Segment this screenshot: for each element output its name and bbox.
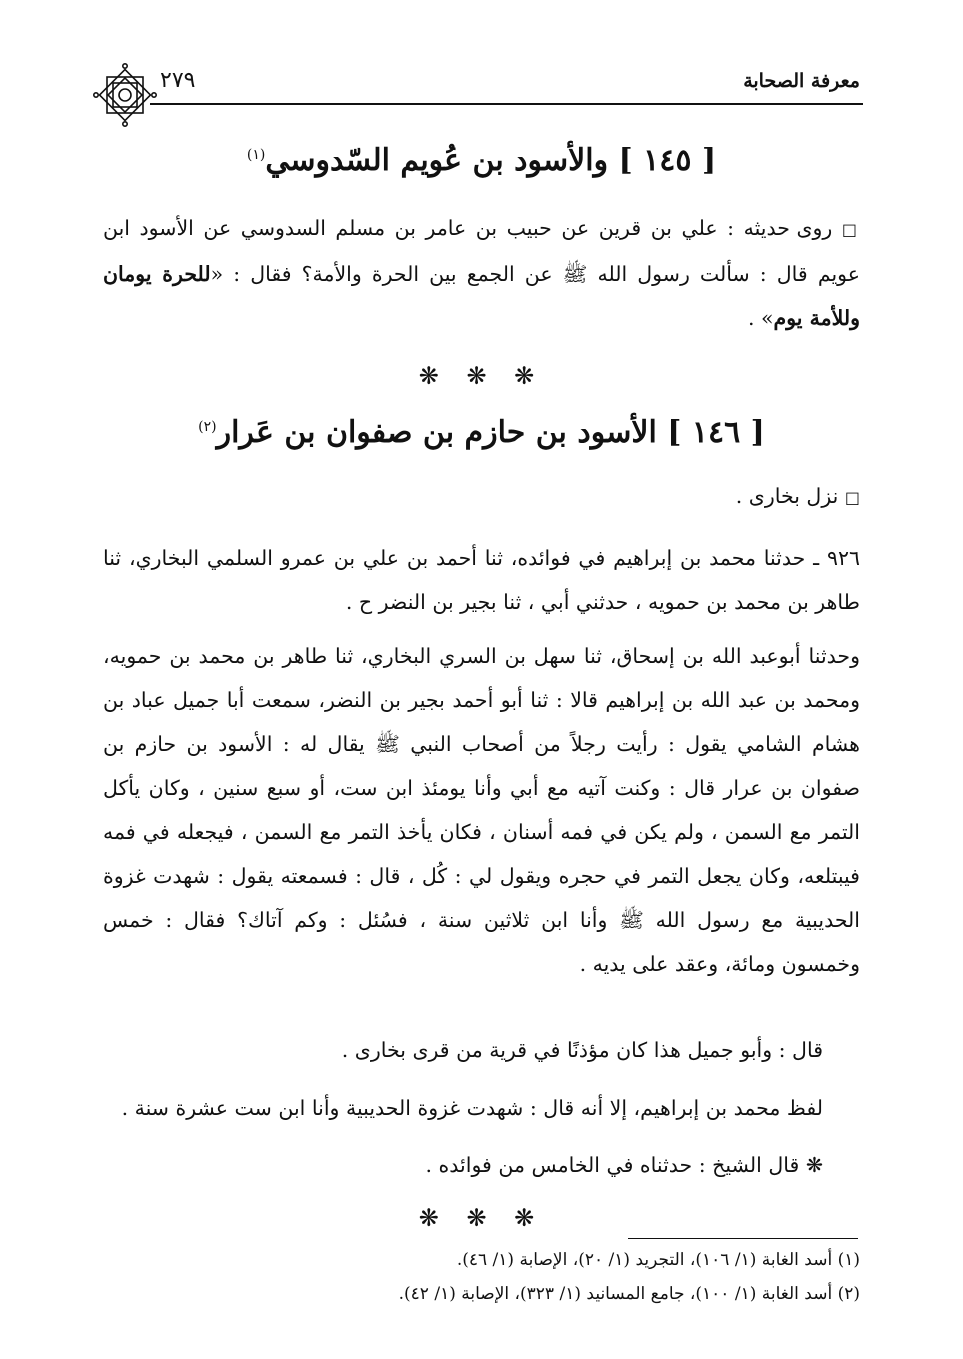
- footnote-2: (٢) أسد الغابة (١/ ١٠٠)، جامع المسانيد (١/ ٣٢٣)، الإصابة (١/ ٤٢).: [398, 1284, 860, 1304]
- paragraph-text: » .: [747, 306, 774, 330]
- paragraph: [103, 474, 860, 520]
- section-separator: ❋ ❋ ❋: [418, 362, 545, 390]
- paragraph-text: نزل بخارى .: [735, 484, 839, 508]
- entry-heading-text: [ ١٤٦ ] الأسود بن حازم بن صفوان بن عَرار: [216, 415, 765, 450]
- page-number: ٢٧٩: [160, 68, 196, 93]
- footnote-rule: [628, 1238, 858, 1239]
- octagram-ornament-icon: [93, 63, 157, 127]
- footnote-ref: (١): [246, 147, 266, 163]
- running-head-title: معرفة الصحابة: [743, 70, 860, 92]
- hadith-paragraph: ٩٢٦ ـ حدثنا محمد بن إبراهيم في فوائده، ثنا أحمد بن علي بن عمرو السلمي البخاري، ثنا طاهر بن محمد بن حمويه ، حدثني أبي ، ثنا بجير بن النضر ح .: [103, 546, 860, 614]
- footnote-1: (١) أسد الغابة (١/ ١٠٦)، التجريد (١/ ٢٠)، الإصابة (١/ ٤٦).: [456, 1250, 860, 1270]
- paragraph-text: قال الشيخ : حدثناه في الخامس من فوائده .: [425, 1153, 800, 1177]
- header-rule: [150, 103, 863, 105]
- footnote-ref: (٢): [198, 419, 217, 435]
- square-marker-icon: □: [844, 488, 860, 507]
- entry-heading-146: [0, 415, 963, 450]
- entry-heading-145: [0, 143, 963, 178]
- square-marker-icon: □: [841, 220, 860, 239]
- asterism-marker-icon: ❋: [805, 1153, 823, 1177]
- entry-heading-text: [ ١٤٥ ] والأسود بن عُويم السّدوسي: [265, 143, 717, 178]
- paragraph: قال : وأبو جميل هذا كان مؤذنًا في قرية من قرى بخارى .: [341, 1038, 823, 1062]
- paragraph: لفظ محمد بن إبراهيم، إلا أنه قال : شهدت غزوة الحديبية وأنا ابن ست عشرة سنة .: [121, 1096, 823, 1120]
- paragraph: [103, 206, 860, 340]
- section-separator: ❋ ❋ ❋: [418, 1204, 545, 1232]
- paragraph: [103, 1143, 823, 1187]
- paragraph-bold-text: للحرة يومان وللأمة يوم: [103, 262, 860, 330]
- paragraph-text: روى حديثه : علي بن قرين عن حبيب بن عامر بن مسلم السدوسي عن الأسود ابن عويم قال : سألت رسول الله ﷺ عن الجمع بين الحرة والأمة؟ فقال : «: [103, 216, 860, 286]
- hadith-paragraph: وحدثنا أبوعبد الله بن إسحاق، ثنا سهل بن السري البخاري، ثنا طاهر بن محمد بن حمويه، ومحمد بن عبد الله بن إبراهيم قالا : ثنا أبو أحمد بجير بن النضر، سمعت أبا جميل عباد بن هشام الشامي يقول : رأيت رجلاً من أصحاب النبي ﷺ يقال له : الأسود بن حازم بن صفوان بن عرار قال : وكنت آتيه مع أبي وأنا يومئذ ابن ست، أو سبع سنين ، وكان يأكل التمر مع السمن ، ولم يكن في فمه أسنان ، فكان يأخذ التمر مع السمن ، فيجعله في فمه فيبتلعه، وكان يجعل التمر في حجره ويقول لي : كُل ، قال : فسمعته يقول : شهدت غزوة الحديبية مع رسول الله ﷺ وأنا ابن ثلاثين سنة ، فسُئل : وكم آتاك؟ فقال : خمس وخمسون ومائة، وعقد على يديه .: [103, 644, 860, 976]
